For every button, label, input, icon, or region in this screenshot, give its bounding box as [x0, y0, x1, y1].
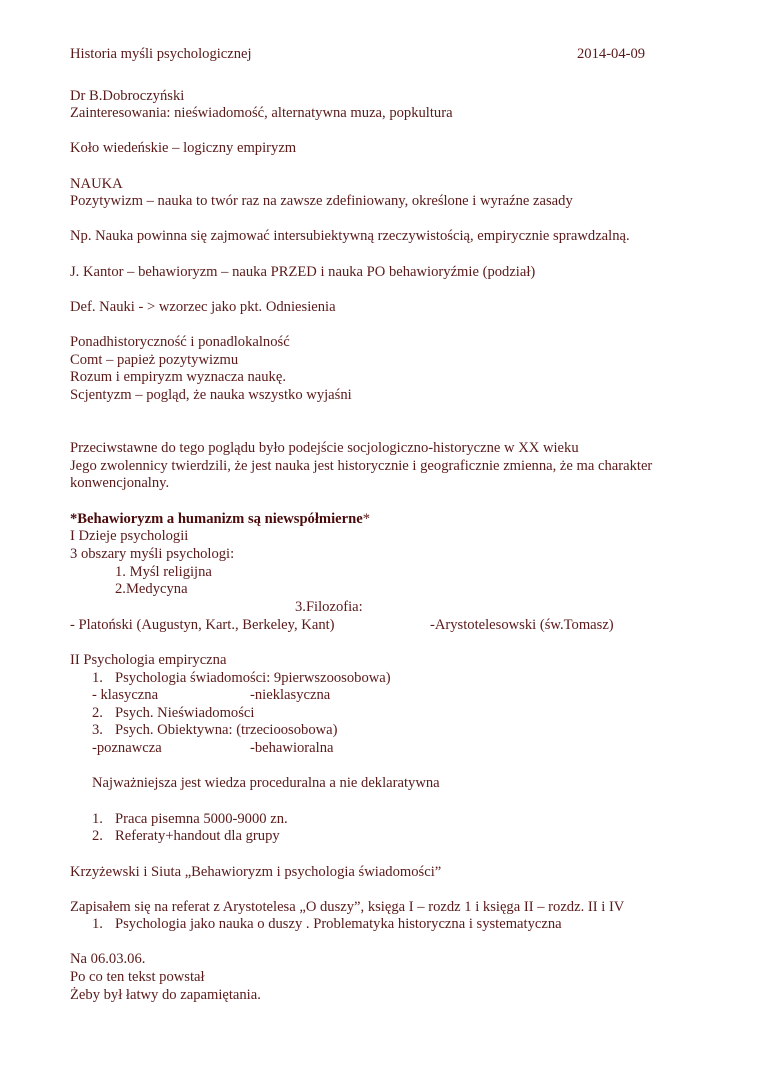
text-line: Ponadhistoryczność i ponadlokalność	[70, 334, 290, 350]
star-close: *	[362, 511, 370, 527]
list-item: Psychologia świadomości: 9pierwszoosobowa)	[115, 670, 391, 686]
document-title: Historia myśli psychologicznej	[70, 46, 252, 62]
text-line: Comt – papież pozytywizmu	[70, 352, 239, 368]
list-item: Praca pisemna 5000-9000 zn.	[115, 811, 288, 827]
positivism-line: Pozytywizm – nauka to twór raz na zawsze zdefiniowany, określone i wyraźne zasady	[70, 193, 573, 209]
text-line: Przeciwstawne do tego poglądu było podejście socjologiczno-historyczne w XX wieku	[70, 440, 579, 456]
definition-line: Def. Nauki - > wzorzec jako pkt. Odniesienia	[70, 299, 336, 315]
list-number: 3.	[92, 722, 103, 738]
list-number: 1.	[92, 916, 103, 932]
example-line: Np. Nauka powinna się zajmować intersubiektywną rzeczywistością, empirycznie sprawdzalną.	[70, 228, 630, 244]
date-line: Na 06.03.06.	[70, 951, 146, 967]
answer-line: Żeby był łatwy do zapamiętania.	[70, 987, 261, 1003]
nonclassic-label: -nieklasyczna	[250, 687, 331, 703]
list-number: 1.	[92, 670, 103, 686]
vienna-circle-line: Koło wiedeńskie – logiczny empiryzm	[70, 140, 297, 156]
why-line: Po co ten tekst powstał	[70, 969, 205, 985]
cognitive-label: -poznawcza	[92, 740, 162, 756]
interests-line: Zainteresowania: nieświadomość, alternatywna muza, popkultura	[70, 105, 453, 121]
section-two-heading: II Psychologia empiryczna	[70, 652, 227, 668]
list-number: 1.	[92, 811, 103, 827]
kantor-line: J. Kantor – behawioryzm – nauka PRZED i nauka PO behawioryźmie (podział)	[70, 264, 536, 280]
list-item: Psych. Obiektywna: (trzecioosobowa)	[115, 722, 338, 738]
list-item: 1. Myśl religijna	[115, 564, 212, 580]
text-line: Rozum i empiryzm wyznacza naukę.	[70, 369, 286, 385]
text-line: konwencjonalny.	[70, 475, 170, 491]
important-line: Najważniejsza jest wiedza proceduralna a nie deklaratywna	[92, 775, 440, 791]
aristotelian-line: -Arystotelesowski (św.Tomasz)	[430, 617, 614, 633]
list-item: Psychologia jako nauka o duszy . Problematyka historyczna i systematyczna	[115, 916, 562, 932]
text-line: Scjentyzm – pogląd, że nauka wszystko wyjaśni	[70, 387, 352, 403]
krzyzewski-line: Krzyżewski i Siuta „Behawioryzm i psychologia świadomości”	[70, 864, 442, 880]
platonic-line: - Platoński (Augustyn, Kart., Berkeley, Kant)	[70, 617, 335, 633]
thesis-title: Behawioryzm a humanizm są niewspółmierne	[77, 511, 363, 527]
list-item: 2.Medycyna	[115, 581, 188, 597]
list-item: 3.Filozofia:	[295, 599, 363, 615]
list-item: Referaty+handout dla grupy	[115, 828, 280, 844]
text-line: Jego zwolennicy twierdzili, że jest nauka jest historycznie i geograficznie zmienna, że ma charakter	[70, 458, 653, 474]
behavioral-label: -behawioralna	[250, 740, 334, 756]
lecturer-line: Dr B.Dobroczyński	[70, 88, 185, 104]
section-one-heading: I Dzieje psychologii	[70, 528, 189, 544]
document-date: 2014-04-09	[577, 46, 646, 62]
bold-thesis-line	[70, 511, 370, 529]
list-item: Psych. Nieświadomości	[115, 705, 255, 721]
list-number: 2.	[92, 705, 103, 721]
areas-line: 3 obszary myśli psychologi:	[70, 546, 235, 562]
nauka-heading: NAUKA	[70, 176, 123, 192]
star-open: *	[70, 511, 78, 527]
classic-label: - klasyczna	[92, 687, 159, 703]
enrolled-line: Zapisałem się na referat z Arystotelesa „O duszy”, księga I – rozdz 1 i księga II – rozdz. II i IV	[70, 899, 625, 915]
list-number: 2.	[92, 828, 103, 844]
